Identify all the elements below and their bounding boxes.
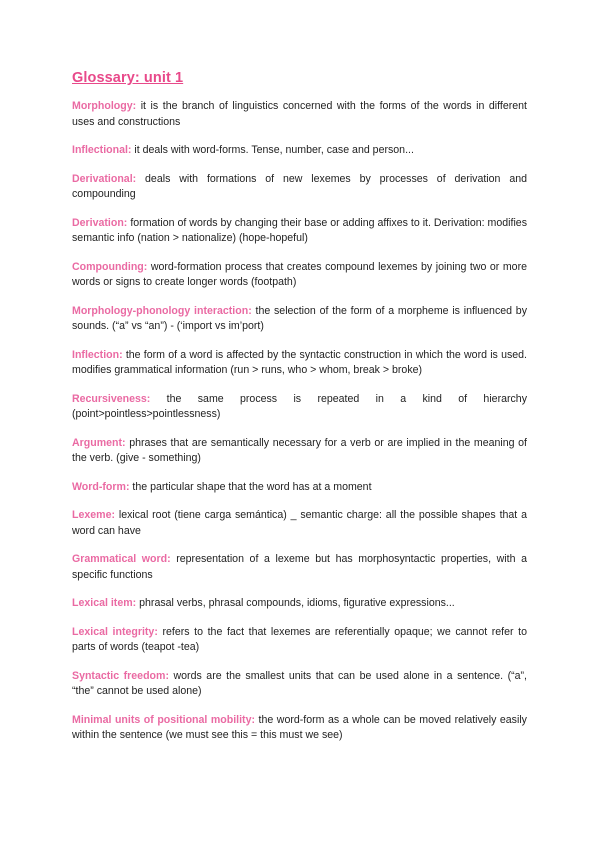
glossary-definition: the same process is repeated in a kind of hierarchy (point>pointless>pointlessness) — [72, 392, 527, 420]
glossary-entry-syntactic-freedom — [72, 669, 527, 700]
glossary-definition: the word-form as a whole can be moved relatively easily within the sentence (we must see this = this must we see) — [72, 713, 527, 741]
glossary-entry-compounding — [72, 260, 527, 291]
glossary-entry-positional-mobility — [72, 713, 527, 744]
glossary-entry-morphology-phonology — [72, 304, 527, 335]
glossary-entry-recursiveness — [72, 392, 527, 423]
glossary-entry-lexical-integrity — [72, 625, 527, 656]
glossary-definition: the particular shape that the word has at a moment — [129, 480, 372, 493]
glossary-definition: the selection of the form of a morpheme is influenced by sounds. (“a” vs “an”) - (‘import vs im’port) — [72, 304, 527, 332]
glossary-term: Recursiveness: — [72, 392, 151, 405]
glossary-entry-inflectional — [72, 143, 527, 159]
glossary-term: Morphology: — [72, 100, 137, 112]
glossary-definition: words are the smallest units that can be used alone in a sentence. (“a”, “the” cannot be used alone) — [72, 669, 527, 697]
glossary-definition: formation of words by changing their base or adding affixes to it. Derivation: modifies semantic info (nation > nationalize) (hope-hopeful) — [72, 216, 527, 244]
glossary-entry-derivational — [72, 172, 527, 203]
glossary-definition: it deals with word-forms. Tense, number, case and person... — [131, 144, 414, 156]
glossary-definition: phrases that are semantically necessary for a verb or are implied in the meaning of the verb. (give - something) — [72, 436, 527, 464]
document-title: Glossary: unit 1 — [72, 70, 184, 86]
glossary-term: Argument: — [72, 436, 126, 449]
glossary-term: Inflection: — [72, 348, 123, 361]
glossary-term: Derivational: — [72, 172, 137, 185]
glossary-term: Grammatical word: — [72, 553, 171, 565]
glossary-entry-grammatical-word — [72, 552, 527, 583]
glossary-term: Lexeme: — [72, 509, 115, 521]
glossary-term: Lexical item: — [72, 597, 137, 609]
glossary-term: Compounding: — [72, 260, 148, 273]
glossary-term: Lexical integrity: — [72, 625, 158, 638]
glossary-entry-morphology — [72, 99, 527, 130]
glossary-entry-argument — [72, 436, 527, 467]
glossary-definition: the form of a word is affected by the syntactic construction in which the word is used. modifies grammatical information (run > runs, who > whom, break > broke) — [72, 348, 527, 376]
document-page — [72, 70, 527, 757]
glossary-entry-derivation — [72, 216, 527, 247]
glossary-definition: refers to the fact that lexemes are referentially opaque; we cannot refer to parts of words (teapot -tea) — [72, 625, 527, 653]
glossary-term: Minimal units of positional mobility: — [72, 713, 256, 726]
glossary-entry-lexical-item — [72, 596, 527, 612]
glossary-term: Morphology-phonology interaction: — [72, 304, 252, 317]
glossary-definition: it is the branch of linguistics concerned with the forms of the words in different uses and constructions — [72, 100, 527, 128]
glossary-term: Inflectional: — [72, 144, 132, 156]
glossary-definition: lexical root (tiene carga semántica) _ semantic charge: all the possible shapes that a word can have — [72, 509, 527, 537]
glossary-definition: representation of a lexeme but has morphosyntactic properties, with a specific functions — [72, 553, 527, 581]
glossary-entry-lexeme — [72, 508, 527, 539]
glossary-definition: phrasal verbs, phrasal compounds, idioms, figurative expressions... — [136, 597, 455, 609]
glossary-definition: word-formation process that creates compound lexemes by joining two or more words or signs to create longer words (footpath) — [72, 260, 527, 288]
glossary-entry-word-form — [72, 480, 527, 496]
glossary-term: Derivation: — [72, 216, 128, 229]
glossary-term: Syntactic freedom: — [72, 669, 169, 682]
glossary-entry-inflection — [72, 348, 527, 379]
glossary-definition: deals with formations of new lexemes by processes of derivation and compounding — [72, 172, 527, 200]
glossary-term: Word-form: — [72, 480, 130, 493]
